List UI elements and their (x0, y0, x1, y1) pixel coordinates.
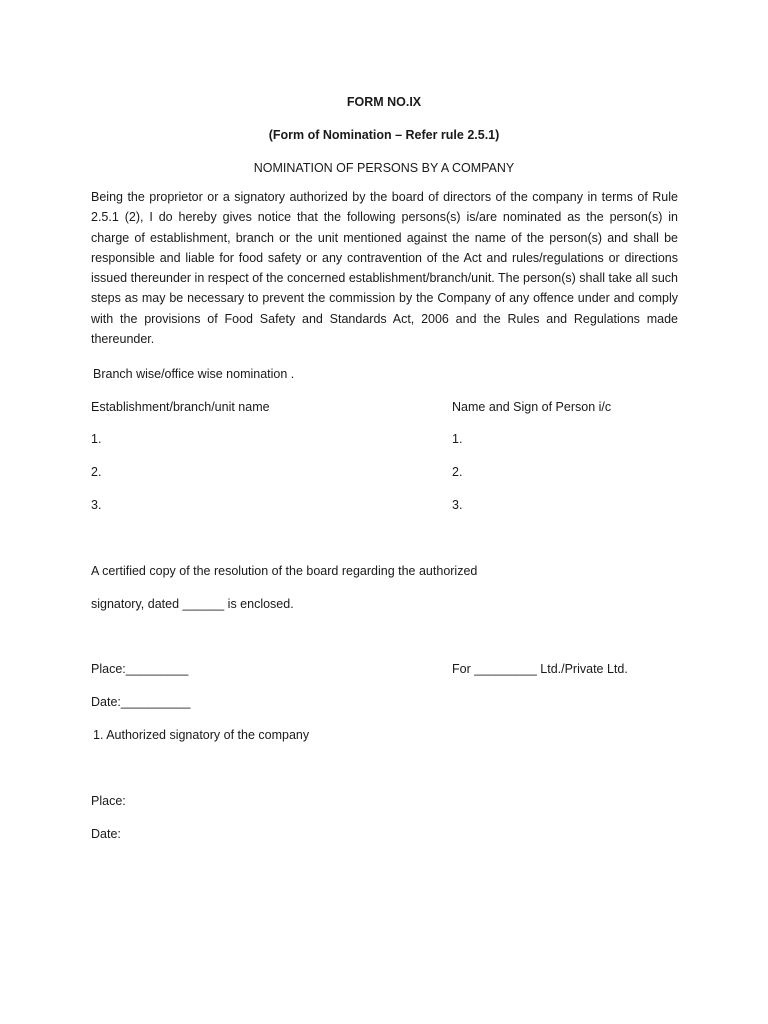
date-field: Date:__________ (91, 695, 191, 709)
form-number: FORM NO.IX (346, 95, 422, 109)
footer-place: Place: (91, 794, 126, 808)
column-header-establishment: Establishment/branch/unit name (91, 400, 270, 414)
resolution-line-2: signatory, dated ______ is enclosed. (91, 597, 294, 611)
table-row-3-left: 3. (91, 498, 102, 512)
table-row-3-right: 3. (452, 498, 463, 512)
footer-date: Date: (91, 827, 121, 841)
place-field: Place:_________ (91, 662, 189, 676)
table-row-2-right: 2. (452, 465, 463, 479)
for-company-field: For _________ Ltd./Private Ltd. (452, 662, 628, 676)
nomination-paragraph: Being the proprietor or a signatory authorized by the board of directors of the company in terms of Rule 2.5.1 (2), I do hereby gives notice that the following persons(s) is/are nominated as the person(s) in charge of establishment, branch or the unit mentioned against the name of the person(s) and shall be responsible and liable for food safety or any contravention of the Act and rules/regulations or directions issued thereunder in respect of the concerned establishment/branch/unit. The person(s) shall take all such steps as may be necessary to prevent the commission by the Company of any offence under and comply with the provisions of Food Safety and Standards Act, 2006 and the Rules and Regulations made thereunder. (91, 190, 678, 347)
table-row-1-left: 1. (91, 432, 102, 446)
table-row-2-left: 2. (91, 465, 102, 479)
form-heading: NOMINATION OF PERSONS BY A COMPANY (253, 161, 515, 175)
authorized-signatory: 1. Authorized signatory of the company (93, 728, 310, 742)
resolution-line-1: A certified copy of the resolution of the board regarding the authorized (91, 564, 478, 578)
table-row-1-right: 1. (452, 432, 463, 446)
column-header-person: Name and Sign of Person i/c (452, 400, 612, 414)
branch-note: Branch wise/office wise nomination . (93, 367, 295, 381)
form-subtitle: (Form of Nomination – Refer rule 2.5.1) (268, 128, 500, 142)
